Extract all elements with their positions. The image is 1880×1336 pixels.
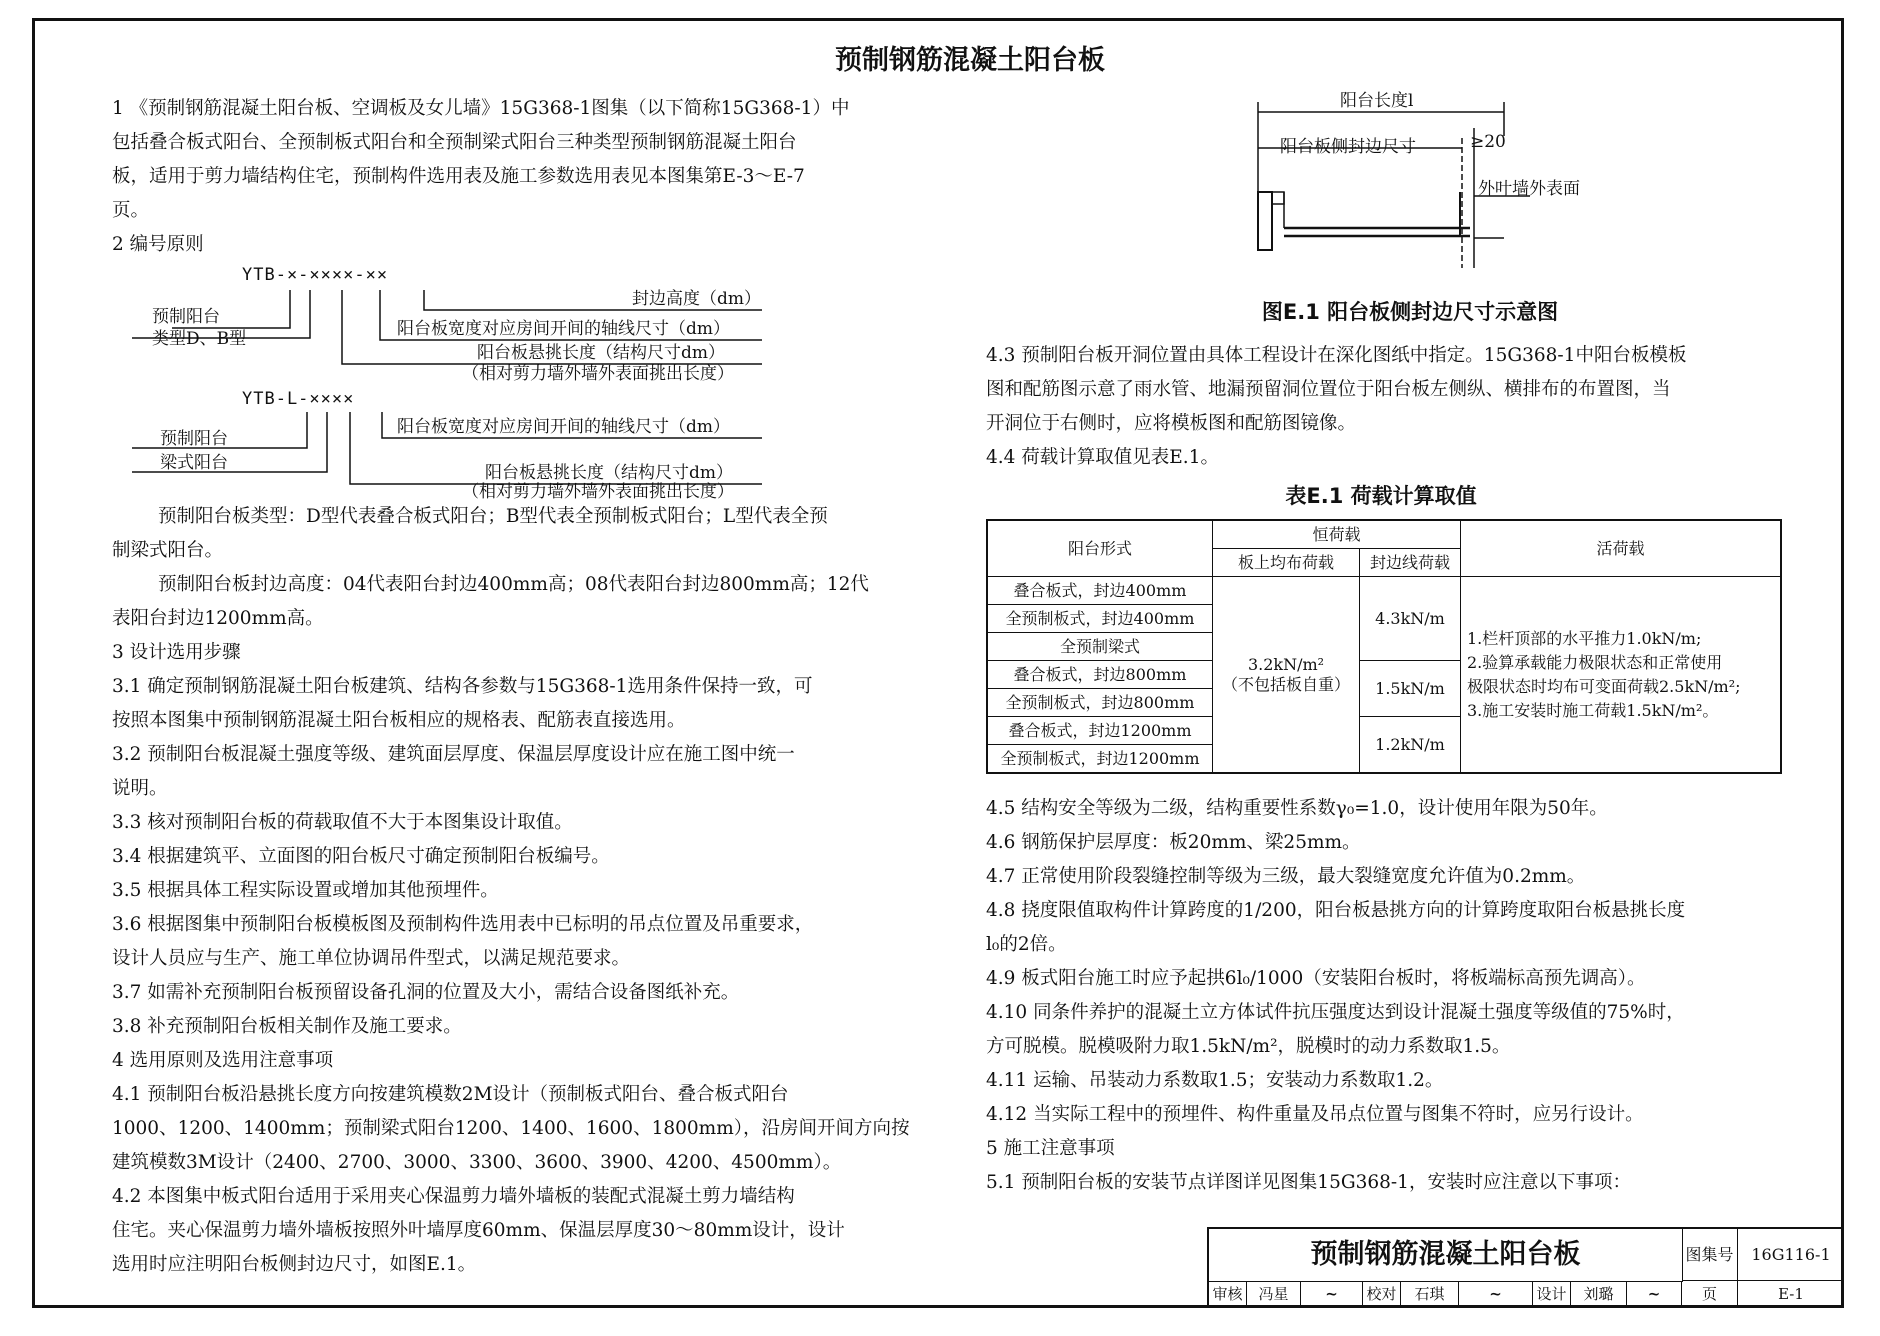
item-5-1: 5.1 预制阳台板的安装节点详图详见图集15G368-1，安装时应注意以下事项：: [986, 1172, 1631, 1193]
item-4-11: 4.11 运输、吊装动力系数取1.5；安装动力系数取1.2。: [986, 1070, 1444, 1091]
table-cell-form: 叠合板式，封边1200mm: [987, 717, 1213, 745]
section-3-heading: 3 设计选用步骤: [112, 642, 241, 663]
header-dead: 恒荷载: [1213, 520, 1461, 549]
page-title: 预制钢筋混凝土阳台板: [835, 45, 1105, 76]
live-line: 1.栏杆顶部的水平推力1.0kN/m;: [1467, 628, 1702, 648]
item-3-6: 设计人员应与生产、施工单位协调吊件型式，以满足规范要求。: [112, 948, 631, 969]
item-4-7: 4.7 正常使用阶段裂缝控制等级为三级，最大裂缝宽度允许值为0.2mm。: [986, 866, 1586, 887]
item-3-2: 3.2 预制阳台板混凝土强度等级、建筑面层厚度、保温层厚度设计应在施工图中统一: [112, 744, 795, 765]
code-1-label: 类型D、B型: [152, 329, 247, 349]
right-column: [986, 339, 1776, 1200]
type-line: 预制阳台板类型：D型代表叠合板式阳台；B型代表全预制板式阳台；L型代表全预: [158, 506, 828, 527]
design-label: 设计: [1533, 1281, 1571, 1308]
item-4-1: 4.1 预制阳台板沿悬挑长度方向按建筑模数2M设计（预制板式阳台、叠合板式阳台: [112, 1084, 789, 1105]
table-cell-edge: 1.5kN/m: [1360, 661, 1461, 717]
code-2: YTB-L-××××: [242, 389, 355, 409]
code-2-label: 阳台板悬挑长度（结构尺寸dm）: [485, 463, 734, 483]
atlas-label: 图集号: [1682, 1229, 1738, 1281]
checker-name: 石琪: [1401, 1281, 1459, 1308]
code-scheme: [112, 262, 912, 502]
item-4-2: 4.2 本图集中板式阳台适用于采用夹心保温剪力墙外墙板的装配式混凝土剪力墙结构: [112, 1186, 795, 1207]
item-3-3: 3.3 核对预制阳台板的荷载取值不大于本图集设计取值。: [112, 812, 573, 833]
left-column: [112, 92, 912, 1282]
figure-caption: 图E.1 阳台板侧封边尺寸示意图: [1261, 300, 1559, 324]
item-4-3: 4.3 预制阳台板开洞位置由具体工程设计在深化图纸中指定。15G368-1中阳台板模板: [986, 345, 1687, 366]
item-3-8: 3.8 补充预制阳台板相关制作及施工要求。: [112, 1016, 462, 1037]
item-3-6: 3.6 根据图集中预制阳台板模板图及预制构件选用表中已标明的吊点位置及吊重要求，: [112, 914, 814, 935]
table-cell-form: 全预制板式，封边400mm: [987, 605, 1213, 633]
code-2-label: （相对剪力墙外墙外表面挑出长度）: [462, 482, 734, 502]
height-line: 表阳台封边1200mm高。: [112, 608, 324, 629]
item-4-5: 4.5 结构安全等级为二级，结构重要性系数γ₀=1.0，设计使用年限为50年。: [986, 798, 1608, 819]
section-5-heading: 5 施工注意事项: [986, 1138, 1115, 1159]
item-3-7: 3.7 如需补充预制阳台板预留设备孔洞的位置及大小，需结合设备图纸补充。: [112, 982, 740, 1003]
table-title: 表E.1 荷载计算取值: [1285, 484, 1477, 508]
item-3-4: 3.4 根据建筑平、立面图的阳台板尺寸确定预制阳台板编号。: [112, 846, 610, 867]
item-4-2: 住宅。夹心保温剪力墙外墙板按照外叶墙厚度60mm、保温层厚度30～80mm设计，设计: [112, 1220, 845, 1241]
item-3-5: 3.5 根据具体工程实际设置或增加其他预埋件。: [112, 880, 499, 901]
para-1-line: 包括叠合板式阳台、全预制板式阳台和全预制梁式阳台三种类型预制钢筋混凝土阳台: [112, 132, 797, 153]
table-cell-distributed: [1213, 577, 1360, 774]
outer-wall-label: 外叶墙外表面: [1478, 179, 1580, 199]
code-1-label: 预制阳台: [152, 307, 220, 327]
item-4-8: 4.8 挠度限值取构件计算跨度的1/200，阳台板悬挑方向的计算跨度取阳台板悬挑长度: [986, 900, 1686, 921]
table-cell-edge: 4.3kN/m: [1360, 577, 1461, 661]
code-2-label: 阳台板宽度对应房间开间的轴线尺寸（dm）: [397, 417, 731, 437]
reviewer-signature: ~: [1301, 1281, 1363, 1308]
atlas-number: 16G116-1: [1738, 1229, 1844, 1281]
item-3-1: 3.1 确定预制钢筋混凝土阳台板建筑、结构各参数与15G368-1选用条件保持一致，可: [112, 676, 813, 697]
dim-balcony-length: 阳台长度l: [1340, 91, 1414, 111]
item-4-3: 图和配筋图示意了雨水管、地漏预留洞位置位于阳台板左侧纵、横排布的布置图，当: [986, 379, 1671, 400]
code-1-label: 阳台板宽度对应房间开间的轴线尺寸（dm）: [397, 319, 731, 339]
type-line: 制梁式阳台。: [112, 540, 224, 561]
item-4-3: 开洞位于右侧时，应将模板图和配筋图镜像。: [986, 413, 1357, 434]
page-number: E-1: [1778, 1285, 1804, 1303]
title-block: [1207, 1227, 1844, 1308]
review-label: 审核: [1209, 1281, 1247, 1308]
live-line: 2.验算承载能力极限状态和正常使用: [1467, 652, 1723, 672]
table-cell-live: [1461, 577, 1782, 774]
designer-signature: ~: [1627, 1281, 1682, 1308]
code-1-label: 封边高度（dm）: [632, 289, 762, 309]
page-label: 页: [1682, 1281, 1738, 1308]
code-1: YTB-×-××××-××: [242, 265, 389, 285]
code-1-label: （相对剪力墙外墙外表面挑出长度）: [462, 364, 734, 384]
figure-e1: [1240, 88, 1640, 268]
signature-row: [1209, 1281, 1844, 1308]
item-3-2: 说明。: [112, 778, 168, 799]
para-1-line: 1 《预制钢筋混凝土阳台板、空调板及女儿墙》15G368-1图集（以下简称15G368-1）中: [112, 98, 850, 119]
item-4-10: 方可脱模。脱模吸附力取1.5kN/m²，脱模时的动力系数取1.5。: [986, 1036, 1511, 1057]
header-live: 活荷载: [1461, 520, 1782, 577]
table-cell-form: 全预制梁式: [987, 633, 1213, 661]
load-table: [986, 519, 1782, 774]
code-2-label: 预制阳台: [160, 429, 228, 449]
table-cell-form: 叠合板式，封边400mm: [987, 577, 1213, 605]
item-4-10: 4.10 同条件养护的混凝土立方体试件抗压强度达到设计混凝土强度等级值的75%时，: [986, 1002, 1685, 1023]
table-cell-form: 全预制板式，封边1200mm: [987, 745, 1213, 774]
item-4-1: 建筑模数3M设计（2400、2700、3000、3300、3600、3900、4200、4500mm）。: [112, 1152, 842, 1173]
item-4-9: 4.9 板式阳台施工时应予起拱6l₀/1000（安装阳台板时，将板端标高预先调高）。: [986, 968, 1646, 989]
table-cell-edge: 1.2kN/m: [1360, 717, 1461, 774]
height-line: 预制阳台板封边高度：04代表阳台封边400mm高；08代表阳台封边800mm高；12代: [158, 574, 869, 595]
reviewer-name: 冯星: [1247, 1281, 1301, 1308]
item-4-4: 4.4 荷载计算取值见表E.1。: [986, 447, 1219, 468]
live-line: 3.施工安装时施工荷载1.5kN/m²。: [1467, 700, 1719, 720]
check-label: 校对: [1363, 1281, 1401, 1308]
table-cell-form: 叠合板式，封边800mm: [987, 661, 1213, 689]
dist-note: （不包括板自重）: [1221, 674, 1350, 694]
item-3-1: 按照本图集中预制钢筋混凝土阳台板相应的规格表、配筋表直接选用。: [112, 710, 686, 731]
section-4-heading: 4 选用原则及选用注意事项: [112, 1050, 334, 1071]
title-block-title: 预制钢筋混凝土阳台板: [1209, 1229, 1683, 1282]
para-1-line: 页。: [112, 200, 150, 221]
section-2-heading: 2 编号原则: [112, 234, 204, 255]
code-1-label: 阳台板悬挑长度（结构尺寸dm）: [477, 343, 726, 363]
dim-side-edge: 阳台板侧封边尺寸: [1280, 137, 1416, 157]
live-line: 极限状态时均布可变面荷载2.5kN/m²;: [1467, 676, 1741, 696]
header-distributed: 板上均布荷载: [1213, 549, 1360, 577]
code-2-label: 梁式阳台: [160, 453, 228, 473]
item-4-2: 选用时应注明阳台板侧封边尺寸，如图E.1。: [112, 1254, 477, 1275]
dim-gap: ≥20: [1470, 132, 1506, 152]
para-1-line: 板，适用于剪力墙结构住宅，预制构件选用表及施工参数选用表见本图集第E-3～E-7: [112, 166, 805, 187]
dist-value: 3.2kN/m²: [1247, 654, 1325, 674]
table-cell-form: 全预制板式，封边800mm: [987, 689, 1213, 717]
header-form: 阳台形式: [987, 520, 1213, 577]
item-4-6: 4.6 钢筋保护层厚度：板20mm、梁25mm。: [986, 832, 1361, 853]
checker-signature: ~: [1459, 1281, 1533, 1308]
header-edge: 封边线荷载: [1360, 549, 1461, 577]
item-4-8: l₀的2倍。: [986, 934, 1067, 955]
item-4-1: 1000、1200、1400mm；预制梁式阳台1200、1400、1600、1800mm），沿房间开间方向按: [112, 1118, 910, 1139]
item-4-12: 4.12 当实际工程中的预埋件、构件重量及吊点位置与图集不符时，应另行设计。: [986, 1104, 1644, 1125]
figure-e1-drawing: [1240, 88, 1640, 268]
designer-name: 刘璐: [1571, 1281, 1627, 1308]
